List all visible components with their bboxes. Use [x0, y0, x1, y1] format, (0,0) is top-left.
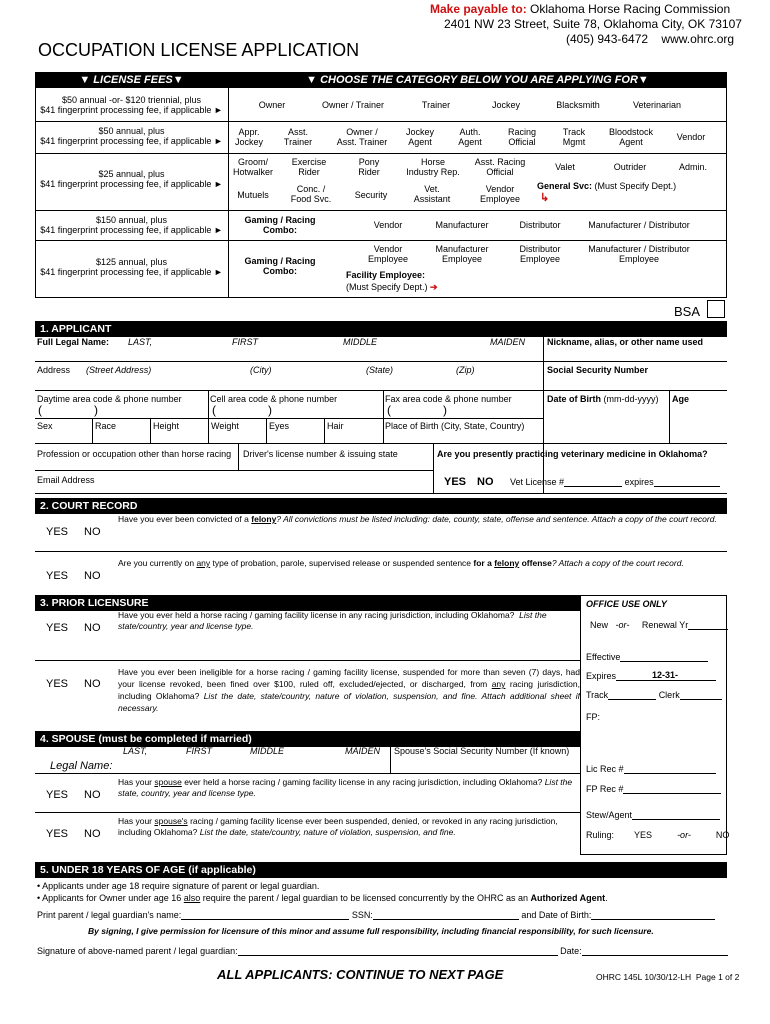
- category-mutuels[interactable]: Mutuels: [237, 190, 269, 200]
- last-name-field[interactable]: LAST,: [128, 337, 153, 347]
- category-trainer[interactable]: Trainer: [421, 100, 451, 110]
- rule: [433, 443, 434, 493]
- office-ruling: [586, 830, 729, 840]
- rule: [35, 361, 727, 362]
- spouse-q1-body: ever held a horse racing / gaming facility license in any racing jurisdiction, including Oklahoma?: [184, 777, 543, 787]
- arrow-icon: ↳: [540, 192, 550, 204]
- rule: [383, 418, 384, 443]
- office-lic-rec-blank[interactable]: [624, 773, 716, 774]
- spouse-q2-detail: List the date, state/country, nature of violation, suspension, and fine.: [199, 827, 456, 837]
- guardian-signature-field[interactable]: [238, 955, 558, 956]
- first-name-field[interactable]: FIRST: [232, 337, 258, 347]
- rule: [208, 390, 209, 418]
- prior-q2-no[interactable]: NO: [84, 678, 101, 690]
- page-number: Page 1 of 2: [695, 972, 740, 982]
- office-lic-rec-label: Lic Rec #: [586, 764, 624, 774]
- rule: [35, 443, 727, 444]
- office-expires-label: Expires: [586, 671, 617, 681]
- page-title: OCCUPATION LICENSE APPLICATION: [38, 40, 360, 60]
- minor-bullet-1: • Applicants under age 18 require signature of parent or legal guardian.: [37, 881, 320, 891]
- section-court-header: 2. COURT RECORD: [35, 498, 727, 514]
- bsa-label: BSA: [674, 304, 701, 319]
- spouse-first-field[interactable]: FIRST: [186, 746, 212, 756]
- office-effective[interactable]: [586, 652, 708, 662]
- court-q1-felony: felony: [251, 514, 277, 524]
- court-q1-no[interactable]: NO: [84, 526, 101, 538]
- office-fp-rec-blank[interactable]: [623, 793, 721, 794]
- minor-b2-body: require the parent / legal guardian to be licensed concurrently by the OHRC as an: [202, 893, 528, 903]
- rule: [35, 551, 727, 552]
- fees-row-line: [35, 240, 727, 241]
- fee-fingerprint: $41 fingerprint processing fee, if applicable ►: [40, 267, 223, 278]
- fee-row-2: [35, 126, 228, 147]
- office-renewal[interactable]: Renewal Yr: [641, 620, 689, 630]
- rule: [35, 812, 580, 813]
- court-q2-felony: felony: [494, 558, 520, 568]
- category-exercise-rider[interactable]: Exercise Rider: [291, 157, 327, 178]
- rule: [390, 743, 391, 773]
- spouse-q2-spouse: spouse's: [154, 816, 188, 826]
- fax-phone-paren-close: ): [443, 403, 447, 417]
- prior-q2-detail: List the date, state/country, nature of violation, suspension, and fine. Attach additional sheet if necessary.: [118, 691, 580, 713]
- office-renewal-blank[interactable]: [688, 629, 728, 630]
- category-gaming-manufacturer-distributor[interactable]: Manufacturer / Distributor: [588, 220, 690, 230]
- office-effective-blank[interactable]: [620, 661, 708, 662]
- fees-row-line: [35, 153, 727, 154]
- profession-field[interactable]: Profession or occupation other than horse racing: [37, 449, 232, 459]
- office-use-header: OFFICE USE ONLY: [586, 599, 667, 609]
- category-vendor-employee[interactable]: Vendor Employee: [479, 184, 521, 205]
- category-vendor[interactable]: Vendor: [676, 132, 706, 142]
- cell-phone-paren-open: (: [212, 403, 216, 417]
- minor-b2-text: • Applicants for Owner under age 16: [37, 893, 182, 903]
- fee-amount: $150 annual, plus: [95, 215, 168, 225]
- vet-license-blank[interactable]: [564, 486, 622, 487]
- prior-q1-no[interactable]: NO: [84, 622, 101, 634]
- guardian-name-field[interactable]: [181, 919, 349, 920]
- hair-field[interactable]: Hair: [327, 421, 344, 431]
- spouse-question-1: [118, 777, 578, 799]
- vet-expires-blank[interactable]: [654, 486, 720, 487]
- category-gaming-racing-combo-employee[interactable]: Gaming / Racing Combo:: [244, 256, 316, 277]
- bsa-checkbox[interactable]: [707, 300, 725, 318]
- section-prior-header: 3. PRIOR LICENSURE: [35, 595, 580, 611]
- payable-label: Make payable to:: [430, 2, 527, 16]
- fees-header-right: ▼ CHOOSE THE CATEGORY BELOW YOU ARE APPLYING FOR▼: [306, 74, 649, 86]
- rule: [35, 335, 727, 336]
- guardian-ssn-field[interactable]: [373, 919, 519, 920]
- day-phone-paren-open: (: [38, 403, 42, 417]
- office-clerk-blank[interactable]: [680, 699, 722, 700]
- category-pony-rider[interactable]: Pony Rider: [358, 157, 380, 178]
- office-stew-label: Stew/Agent: [586, 810, 633, 820]
- office-or: -or-: [615, 620, 630, 630]
- category-gaming-vendor[interactable]: Vendor: [373, 220, 403, 230]
- rule: [238, 443, 239, 470]
- guardian-name-label: Print parent / legal guardian's name:: [37, 910, 182, 920]
- office-track-label: Track: [586, 690, 609, 700]
- form-footer: [596, 973, 739, 983]
- category-owner-asst-trainer[interactable]: Owner / Asst. Trainer: [336, 127, 388, 148]
- office-ruling-yes[interactable]: YES: [634, 830, 653, 840]
- prior-question-1: [118, 610, 573, 632]
- fee-fingerprint: $41 fingerprint processing fee, if applicable ►: [40, 136, 223, 147]
- spouse-q2-no[interactable]: NO: [84, 828, 101, 840]
- category-track-mgmt[interactable]: Track Mgmt: [562, 127, 586, 148]
- rule: [669, 390, 670, 443]
- court-q2-any: any: [196, 558, 211, 568]
- fee-row-1: [35, 95, 228, 116]
- guardian-date-label: Date:: [560, 946, 582, 956]
- form-id: OHRC 145L 10/30/12-LH: [596, 972, 692, 982]
- commission-contact: [566, 33, 734, 47]
- category-gaming-distributor[interactable]: Distributor: [519, 220, 561, 230]
- rule: [324, 418, 325, 443]
- court-q1-yes[interactable]: YES: [46, 526, 69, 538]
- address-label: Address: [37, 365, 71, 375]
- court-question-2: [118, 558, 723, 569]
- court-q1-text: Have you ever been convicted of a: [118, 514, 249, 524]
- fee-fingerprint: $41 fingerprint processing fee, if applicable ►: [40, 105, 223, 116]
- dob-label: Date of Birth: [547, 394, 601, 404]
- day-phone-paren-close: ): [94, 403, 98, 417]
- category-conc-food-svc[interactable]: Conc. / Food Svc.: [290, 184, 332, 205]
- fees-header-left: ▼ LICENSE FEES▼: [79, 74, 184, 86]
- fee-row-3: [35, 169, 228, 190]
- dob-format: (mm-dd-yyyy): [603, 394, 659, 404]
- rule: [35, 418, 543, 419]
- office-ruling-or: -or-: [677, 830, 691, 840]
- court-question-1: [118, 514, 723, 525]
- minor-bullet-2: • Applicants for Owner under age 16 also require the parent / legal guardian to be licensed concurrently by the OHRC as an Authorized Agent.: [37, 893, 608, 903]
- category-distributor-employee[interactable]: Distributor Employee: [519, 244, 561, 265]
- category-appr-jockey[interactable]: Appr. Jockey: [234, 127, 263, 148]
- rule: [35, 390, 727, 391]
- category-jockey[interactable]: Jockey: [491, 100, 520, 110]
- drivers-license-field[interactable]: Driver's license number & issuing state: [243, 449, 398, 459]
- street-address-field[interactable]: (Street Address): [86, 365, 152, 375]
- category-owner-trainer[interactable]: Owner / Trainer: [321, 100, 385, 110]
- prior-q2-jurisdiction: racing jurisdiction, including Oklahoma?: [118, 679, 580, 701]
- court-q2-yes[interactable]: YES: [46, 570, 69, 582]
- office-new-renewal: [590, 620, 728, 630]
- office-effective-label: Effective: [586, 652, 621, 662]
- general-svc-label: General Svc:: [537, 181, 593, 191]
- age-field[interactable]: Age: [672, 394, 690, 404]
- category-admin[interactable]: Admin.: [678, 162, 707, 172]
- continue-to-next-page: ALL APPLICANTS: CONTINUE TO NEXT PAGE: [217, 967, 504, 982]
- prior-q2-any: any: [491, 679, 506, 689]
- category-vendor-employee-gaming[interactable]: Vendor Employee: [367, 244, 409, 265]
- minor-b2-authorized: Authorized Agent: [530, 893, 606, 903]
- rule: [35, 470, 433, 471]
- prior-q2-yes[interactable]: YES: [46, 678, 69, 690]
- email-field[interactable]: Email Address: [37, 475, 95, 485]
- category-gaming-racing-combo[interactable]: Gaming / Racing Combo:: [244, 215, 316, 236]
- city-field[interactable]: (City): [250, 365, 272, 375]
- prior-q2-text: Have you ever been ineligible for a horse racing / gaming facility license, suspended for more than seven (7) days, had your license revoked, been fined over $100, ruled off, excluded/ejected, or discharged, from: [118, 667, 580, 689]
- category-horse-industry-rep[interactable]: Horse Industry Rep.: [406, 157, 460, 178]
- fee-row-5: [35, 257, 228, 278]
- minor-consent-statement: By signing, I give permission for licensure of this minor and assume full responsibility, including financial responsibility, for such licensure.: [88, 926, 654, 936]
- ssn-field[interactable]: Social Security Number: [547, 365, 649, 375]
- prior-q1-text: Have you ever held a horse racing / gaming facility license in any racing jurisdiction, including Oklahoma?: [118, 610, 515, 620]
- commission-phone: (405) 943-6472: [566, 32, 649, 46]
- guardian-signature-row: [37, 946, 728, 956]
- guardian-date-field[interactable]: [582, 955, 728, 956]
- maiden-name-field[interactable]: MAIDEN: [490, 337, 526, 347]
- sex-field[interactable]: Sex: [37, 421, 53, 431]
- rule: [266, 418, 267, 443]
- spouse-question-2: [118, 816, 580, 838]
- fee-fingerprint: $41 fingerprint processing fee, if applicable ►: [40, 225, 223, 236]
- vet-question: Are you presently practicing veterinary medicine in Oklahoma?: [437, 449, 708, 459]
- general-svc-note: (Must Specify Dept.): [594, 181, 677, 191]
- section-spouse-header: 4. SPOUSE (must be completed if married): [35, 731, 580, 747]
- office-track-clerk[interactable]: [586, 690, 722, 700]
- category-owner[interactable]: Owner: [258, 100, 286, 110]
- category-vet-assistant[interactable]: Vet. Assistant: [413, 184, 451, 205]
- category-bloodstock-agent[interactable]: Bloodstock Agent: [608, 127, 654, 148]
- spouse-q1-spouse: spouse: [154, 777, 182, 787]
- cell-phone-paren-close: ): [268, 403, 272, 417]
- category-general-svc[interactable]: [537, 181, 676, 191]
- guardian-dob-field[interactable]: [591, 919, 715, 920]
- payable-org: Oklahoma Horse Racing Commission: [530, 2, 731, 16]
- dob-field[interactable]: [547, 394, 659, 404]
- fee-fingerprint: $41 fingerprint processing fee, if applicable ►: [40, 179, 223, 190]
- facility-note: (Must Specify Dept.): [346, 282, 428, 292]
- office-stew-blank[interactable]: [632, 819, 720, 820]
- vet-no-option[interactable]: NO: [477, 476, 494, 488]
- category-valet[interactable]: Valet: [555, 162, 575, 172]
- guardian-ssn-label: SSN:: [351, 910, 373, 920]
- rule: [92, 418, 93, 443]
- place-of-birth-field[interactable]: Place of Birth (City, State, Country): [385, 421, 525, 431]
- category-racing-official[interactable]: Racing Official: [507, 127, 536, 148]
- arrow-icon: ➔: [430, 282, 438, 292]
- zip-field[interactable]: (Zip): [456, 365, 475, 375]
- category-manufacturer-employee[interactable]: Manufacturer Employee: [435, 244, 489, 265]
- vet-expires-label: expires: [624, 477, 654, 487]
- payable-line: [430, 3, 730, 17]
- fee-amount: $50 annual -or- $120 triennial, plus: [61, 95, 202, 105]
- commission-address: 2401 NW 23 Street, Suite 78, Oklahoma City, OK 73107: [444, 17, 742, 31]
- category-groom-hotwalker[interactable]: Groom/ Hotwalker: [232, 157, 273, 178]
- office-track-blank[interactable]: [608, 699, 656, 700]
- category-auth-agent[interactable]: Auth. Agent: [458, 127, 482, 148]
- spouse-maiden-field[interactable]: MAIDEN: [345, 746, 381, 756]
- category-facility-employee[interactable]: Facility Employee:: [346, 270, 426, 280]
- category-outrider[interactable]: Outrider: [613, 162, 647, 172]
- court-q2-attach: ? Attach a copy of the court record.: [551, 558, 684, 568]
- rule: [208, 418, 209, 443]
- court-q1-detail: ? All convictions must be listed including: date, county, state, offense and sentence. Attach a copy of the court record.: [276, 514, 717, 524]
- office-fp[interactable]: FP:: [586, 712, 601, 722]
- vet-license-label: Vet License #: [510, 477, 565, 487]
- rule: [35, 660, 580, 661]
- commission-web: www.ohrc.org: [661, 32, 735, 46]
- rule: [150, 418, 151, 443]
- rule: [383, 390, 384, 418]
- guardian-signature-label: Signature of above-named parent / legal guardian:: [37, 946, 238, 956]
- category-asst-trainer[interactable]: Asst. Trainer: [283, 127, 313, 148]
- facility-note-line: [346, 282, 438, 292]
- court-q2-for: for a: [473, 558, 492, 568]
- category-security[interactable]: Security: [354, 190, 388, 200]
- vet-yes-option[interactable]: YES: [444, 476, 467, 488]
- office-expires[interactable]: [586, 670, 716, 681]
- spouse-q2-yes[interactable]: YES: [46, 828, 69, 840]
- office-fp-rec[interactable]: [586, 784, 721, 794]
- fees-row-line: [35, 121, 727, 122]
- fee-row-4: [35, 215, 228, 236]
- minor-b2-also: also: [183, 893, 201, 903]
- spouse-q2-body: racing / gaming facility license ever been suspended, denied, or revoked in any racing jurisdiction, including Oklahoma?: [118, 816, 558, 837]
- category-veterinarian[interactable]: Veterinarian: [632, 100, 682, 110]
- category-manufacturer-distributor-employee[interactable]: Manufacturer / Distributor Employee: [588, 244, 690, 265]
- rule: [543, 335, 544, 493]
- fee-amount: $50 annual, plus: [98, 126, 165, 136]
- office-expires-value[interactable]: 12-31-: [616, 670, 716, 681]
- section-applicant-header: 1. APPLICANT: [35, 321, 727, 337]
- rule: [35, 773, 580, 774]
- court-q2-body: type of probation, parole, supervised release or suspended sentence: [212, 558, 472, 568]
- prior-question-2: [118, 666, 580, 714]
- office-fp-rec-label: FP Rec #: [586, 784, 624, 794]
- category-asst-racing-official[interactable]: Asst. Racing Official: [474, 157, 526, 178]
- office-lic-rec[interactable]: [586, 764, 716, 774]
- court-q2-no[interactable]: NO: [84, 570, 101, 582]
- office-ruling-no[interactable]: NO: [715, 830, 730, 840]
- office-new[interactable]: New: [590, 620, 609, 630]
- daytime-phone-field[interactable]: Daytime area code & phone number: [37, 394, 182, 404]
- office-stew[interactable]: [586, 810, 720, 820]
- fax-phone-field[interactable]: Fax area code & phone number: [385, 394, 512, 404]
- court-q2-offense: offense: [521, 558, 552, 568]
- race-field[interactable]: Race: [95, 421, 117, 431]
- spouse-last-field[interactable]: LAST,: [123, 746, 148, 756]
- cell-phone-field[interactable]: Cell area code & phone number: [210, 394, 338, 404]
- section-minor-header: 5. UNDER 18 YEARS OF AGE (if applicable): [35, 862, 727, 878]
- fees-row-line: [35, 210, 727, 211]
- spouse-middle-field[interactable]: MIDDLE: [250, 746, 285, 756]
- spouse-q1-no[interactable]: NO: [84, 789, 101, 801]
- spouse-q1-text: Has your: [118, 777, 153, 787]
- category-jockey-agent[interactable]: Jockey Agent: [405, 127, 434, 148]
- spouse-q1-detail: List the state, country, year and license type.: [118, 777, 573, 798]
- court-q2-text: Are you currently on: [118, 558, 195, 568]
- fax-phone-paren-open: (: [387, 403, 391, 417]
- spouse-q2-text: Has your: [118, 816, 153, 826]
- category-gaming-manufacturer[interactable]: Manufacturer: [435, 220, 489, 230]
- rule: [35, 493, 727, 494]
- office-clerk-label: Clerk: [658, 690, 680, 700]
- spouse-legal-name-label: Legal Name:: [50, 760, 113, 772]
- weight-field[interactable]: Weight: [211, 421, 239, 431]
- office-ruling-label: Ruling:: [586, 830, 615, 840]
- guardian-name-row: [37, 910, 715, 920]
- guardian-dob-label: and Date of Birth:: [521, 910, 592, 920]
- nickname-field[interactable]: Nickname, alias, or other name used: [547, 337, 704, 347]
- spouse-ssn-field[interactable]: Spouse's Social Security Number (If known): [394, 746, 570, 756]
- fee-amount: $25 annual, plus: [98, 169, 165, 179]
- state-field[interactable]: (State): [366, 365, 394, 375]
- category-blacksmith[interactable]: Blacksmith: [556, 100, 600, 110]
- full-legal-name-label: Full Legal Name:: [37, 337, 110, 347]
- prior-q1-yes[interactable]: YES: [46, 622, 69, 634]
- fee-amount: $125 annual, plus: [95, 257, 168, 267]
- prior-q1-detail: List the state/country, year and license type.: [118, 610, 547, 631]
- height-field[interactable]: Height: [153, 421, 180, 431]
- middle-name-field[interactable]: MIDDLE: [343, 337, 378, 347]
- eyes-field[interactable]: Eyes: [269, 421, 290, 431]
- vet-license-field[interactable]: [510, 477, 720, 487]
- spouse-q1-yes[interactable]: YES: [46, 789, 69, 801]
